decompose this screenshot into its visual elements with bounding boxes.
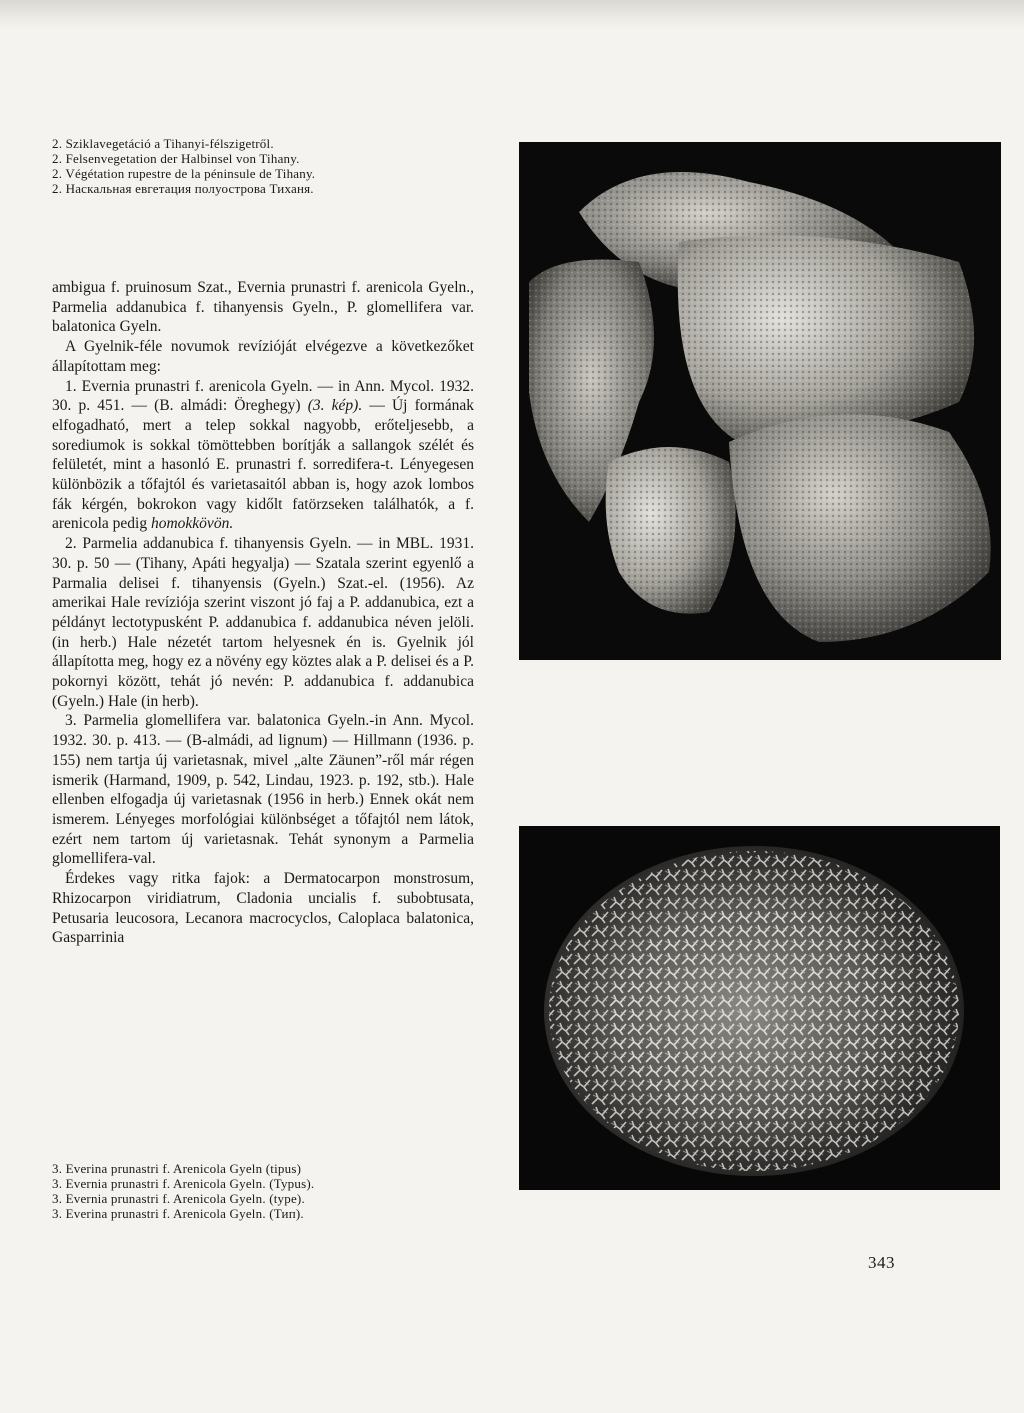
caption-line-ru: 3. Everina prunastri f. Arenicola Gyeln. (Тип). <box>52 1206 304 1221</box>
caption-line-fr: 3. Evernia prunastri f. Arenicola Gyeln. (type). <box>52 1191 305 1206</box>
paragraph-evernia <box>52 377 474 535</box>
paragraph-revision-intro: A Gyelnik-féle novumok revízióját elvégezve a következőket állapítottam meg: <box>52 338 474 375</box>
body-text-column <box>52 278 474 948</box>
evernia-text-a: 1. Evernia prunastri f. arenicola Gyeln. — in Ann. Mycol. 1932. 30. p. 451. — (B. almádi: Öreghegy) <box>52 377 474 415</box>
figure-3-evernia-lichen-photo <box>519 826 1000 1190</box>
caption-line-ru: 2. Наскальная евгетация полуострова Тиханя. <box>52 181 314 196</box>
caption-line-de: 3. Evernia prunastri f. Arenicola Gyeln. (Typus). <box>52 1176 315 1191</box>
caption-line-fr: 2. Végétation rupestre de la péninsule de Tihany. <box>52 166 316 181</box>
paragraph-parmelia-glomellifera: 3. Parmelia glomellifera var. balatonica Gyeln.-in Ann. Mycol. 1932. 30. p. 413. — (B-almádi, ad lignum) — Hillmann (1936. p. 155) nem tartja új varietasnak, mivel „alte Zäunen”-ről már régen ismerik (Harmand, 1909, p. 542, Lindau, 1923. p. 192, stb.). Hale ellenben elfogadja új varietasnak (1956 in herb.) Ennek okát nem ismerem. Lényeges morfológiai különbséget a tőfajtól nem látok, ezért nem tartom új varietasnak. Tehát synonym a Parmelia glomellifera-val. <box>52 712 474 868</box>
figure-2-caption <box>52 136 472 196</box>
paragraph-rare-species: Érdekes vagy ritka fajok: a Dermatocarpon monstrosum, Rhizocarpon viridiatrum, Cladonia uncialis f. subobtusata, Petusaria leucosora, Lecanora macrocyclos, Caloplaca balatonica, Gasparrinia <box>52 870 474 947</box>
evernia-text-b: — Új formának elfogadható, mert a telep sokkal nagyobb, erőteljesebb, a sorediumok is sokkal tömöttebben borítják a sallangok szélét és felületét, mint a hasonló E. prunastri f. sorredifera-t. Lényegesen különbözik a tőfajtól és varietasaitól abban is, hogy azok lombos fák kérgén, bokrokon vagy kidőlt fatörzseken találhatók, a f. arenicola pedig <box>52 397 475 533</box>
caption-line-de: 2. Felsenvegetation der Halbinsel von Tihany. <box>52 151 300 166</box>
caption-line-hu: 3. Everina prunastri f. Arenicola Gyeln (tipus) <box>52 1161 302 1176</box>
rock-photo-graphic <box>519 142 1001 660</box>
figure-reference: (3. kép). <box>307 397 363 415</box>
scan-edge <box>0 0 1024 30</box>
substrate-term: homokkövön. <box>150 515 234 533</box>
paragraph-species-list: ambigua f. pruinosum Szat., Evernia prunastri f. arenicola Gyeln., Parmelia addanubica f. tihanyensis Gyeln., P. glomellifera var. balatonica Gyeln. <box>52 279 474 336</box>
figure-3-caption <box>52 1161 472 1221</box>
page-number: 343 <box>868 1253 895 1272</box>
figure-2-rock-vegetation-photo <box>519 142 1001 660</box>
paragraph-parmelia-addanubica: 2. Parmelia addanubica f. tihanyensis Gyeln. — in MBL. 1931. 30. p. 50 — (Tihany, Apáti hegyalja) — Szatala szerint egyenlő a Parmalia delisei f. tihanyensis (Gyeln.) Szat.-el. (1956). Az amerikai Hale revíziója szerint viszont jó faj a P. addanubica, ezt a példányt lectotypusként P. addanubica f. addanubica néven jelöli. (in herb.) Hale nézetét tartom helyesnek én is. Gyelnik jól állapította meg, hogy ez a növény egy köztes alak a P. delisei és a P. pokornyi között, tehát jó nevén: P. addanubica f. addanubica (Gyeln.) Hale (in herb). <box>52 535 474 710</box>
lichen-photo-graphic <box>519 826 1000 1190</box>
caption-line-hu: 2. Sziklavegetáció a Tihanyi-félszigetről. <box>52 136 274 151</box>
